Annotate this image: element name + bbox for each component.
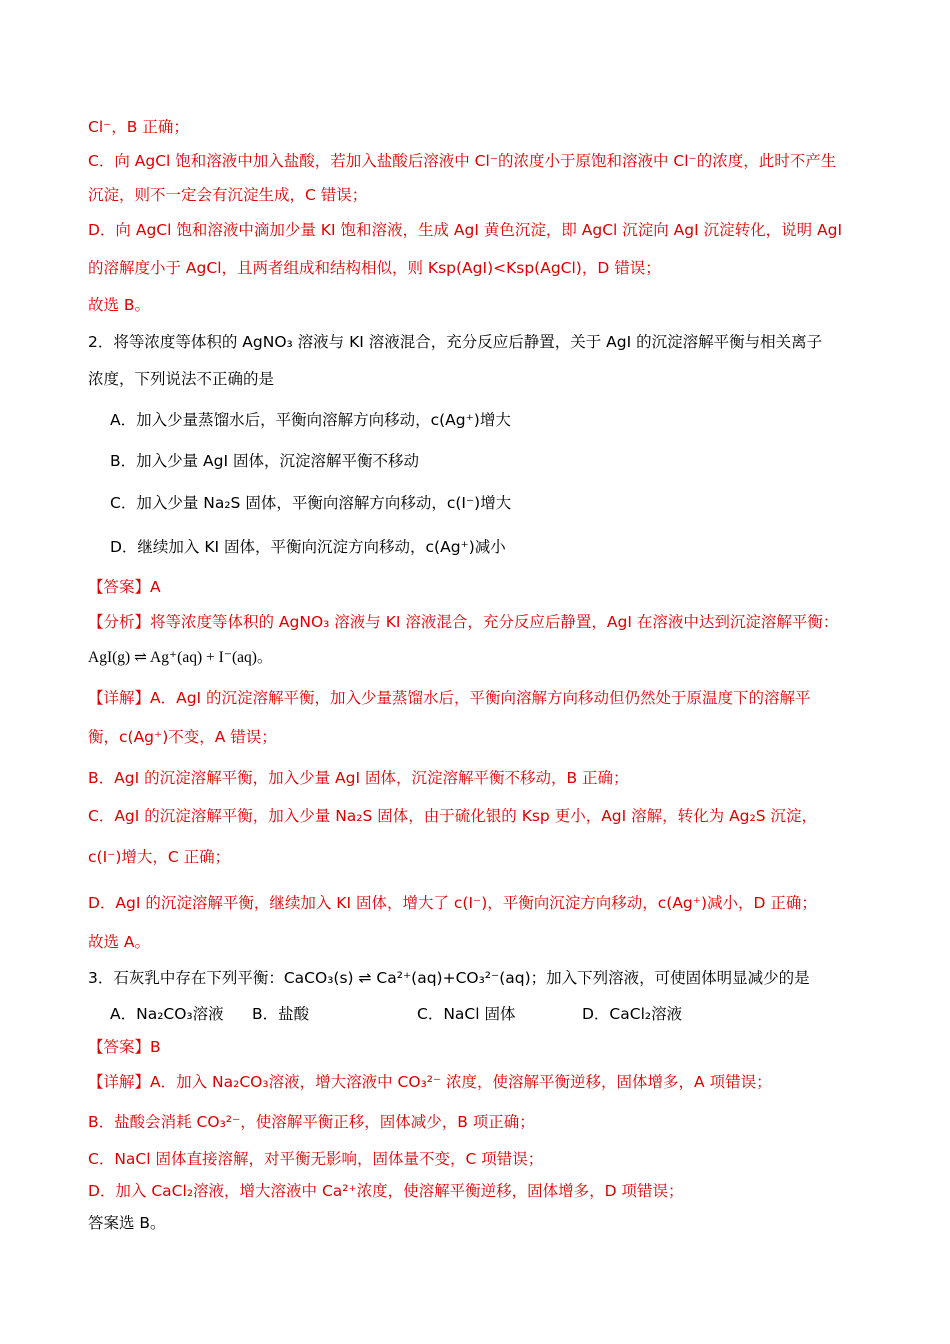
q2-detail-c-line1: C．AgI 的沉淀溶解平衡，加入少量 Na₂S 固体，由于硫化银的 Ksp 更小，AgI 溶解，转化为 Ag₂S 沉淀，	[88, 807, 817, 825]
q3-conclusion: 答案选 B。	[88, 1214, 166, 1232]
q3-detail-a: 【详解】A．加入 Na₂CO₃溶液，增大溶液中 CO₃²⁻ 浓度，使溶解平衡逆移，固体增多，A 项错误；	[88, 1073, 772, 1091]
q3-option-a: A．Na₂CO₃溶液	[110, 1005, 224, 1023]
q2-option-d: D．继续加入 KI 固体，平衡向沉淀方向移动，c(Ag⁺)减小	[110, 538, 506, 556]
q3-option-c: C．NaCl 固体	[417, 1005, 516, 1023]
q2-answer: 【答案】A	[88, 578, 161, 596]
q2-detail-a-line1: 【详解】A．AgI 的沉淀溶解平衡，加入少量蒸馏水后，平衡向溶解方向移动但仍然处于原温度下的溶解平	[88, 689, 811, 707]
q3-detail-b: B．盐酸会消耗 CO₃²⁻，使溶解平衡正移，固体减少，B 项正确；	[88, 1113, 535, 1131]
q1-conclusion: 故选 B。	[88, 296, 151, 314]
q1-detail-d-line2: 的溶解度小于 AgCl，且两者组成和结构相似，则 Ksp(AgI)<Ksp(AgCl)，D 错误；	[88, 259, 661, 277]
q1-detail-b-tail: Cl⁻，B 正确；	[88, 118, 189, 136]
q2-detail-a-line2: 衡，c(Ag⁺)不变，A 错误；	[88, 728, 277, 746]
q2-option-a: A．加入少量蒸馏水后，平衡向溶解方向移动，c(Ag⁺)增大	[110, 411, 511, 429]
q1-detail-d-line1: D．向 AgCl 饱和溶液中滴加少量 KI 饱和溶液，生成 AgI 黄色沉淀，即 AgCl 沉淀向 AgI 沉淀转化，说明 AgI	[88, 221, 843, 239]
q2-stem-line2: 浓度，下列说法不正确的是	[88, 370, 275, 388]
q2-stem-line1: 2．将等浓度等体积的 AgNO₃ 溶液与 KI 溶液混合，充分反应后静置，关于 AgI 的沉淀溶解平衡与相关离子	[88, 333, 823, 351]
q2-analysis-line1: 【分析】将等浓度等体积的 AgNO₃ 溶液与 KI 溶液混合，充分反应后静置，AgI 在溶液中达到沉淀溶解平衡：	[88, 613, 839, 631]
q2-detail-b: B．AgI 的沉淀溶解平衡，加入少量 AgI 固体，沉淀溶解平衡不移动，B 正确；	[88, 769, 629, 787]
q3-answer: 【答案】B	[88, 1038, 161, 1056]
q3-option-d: D．CaCl₂溶液	[582, 1005, 683, 1023]
q1-detail-c-line2: 沉淀，则不一定会有沉淀生成，C 错误；	[88, 186, 368, 204]
q2-equilibrium-equation: AgI(g) ⇌ Ag⁺(aq) + I⁻(aq)。	[88, 649, 273, 666]
q2-option-c: C．加入少量 Na₂S 固体，平衡向溶解方向移动，c(I⁻)增大	[110, 494, 512, 512]
q2-detail-d: D．AgI 的沉淀溶解平衡，继续加入 KI 固体，增大了 c(I⁻)，平衡向沉淀方向移动，c(Ag⁺)减小，D 正确；	[88, 894, 817, 912]
q3-detail-d: D．加入 CaCl₂溶液，增大溶液中 Ca²⁺浓度，使溶解平衡逆移，固体增多，D 项错误；	[88, 1182, 684, 1200]
q2-option-b: B．加入少量 AgI 固体，沉淀溶解平衡不移动	[110, 452, 420, 470]
q2-conclusion: 故选 A。	[88, 933, 151, 951]
q3-option-b: B．盐酸	[252, 1005, 310, 1023]
q1-detail-c-line1: C．向 AgCl 饱和溶液中加入盐酸，若加入盐酸后溶液中 Cl⁻的浓度小于原饱和溶液中 Cl⁻的浓度，此时不产生	[88, 152, 837, 170]
q3-stem: 3．石灰乳中存在下列平衡：CaCO₃(s) ⇌ Ca²⁺(aq)+CO₃²⁻(aq)；加入下列溶液，可使固体明显减少的是	[88, 969, 810, 987]
q2-detail-c-line2: c(I⁻)增大，C 正确；	[88, 848, 231, 866]
q3-detail-c: C．NaCl 固体直接溶解，对平衡无影响，固体量不变，C 项错误；	[88, 1150, 544, 1168]
